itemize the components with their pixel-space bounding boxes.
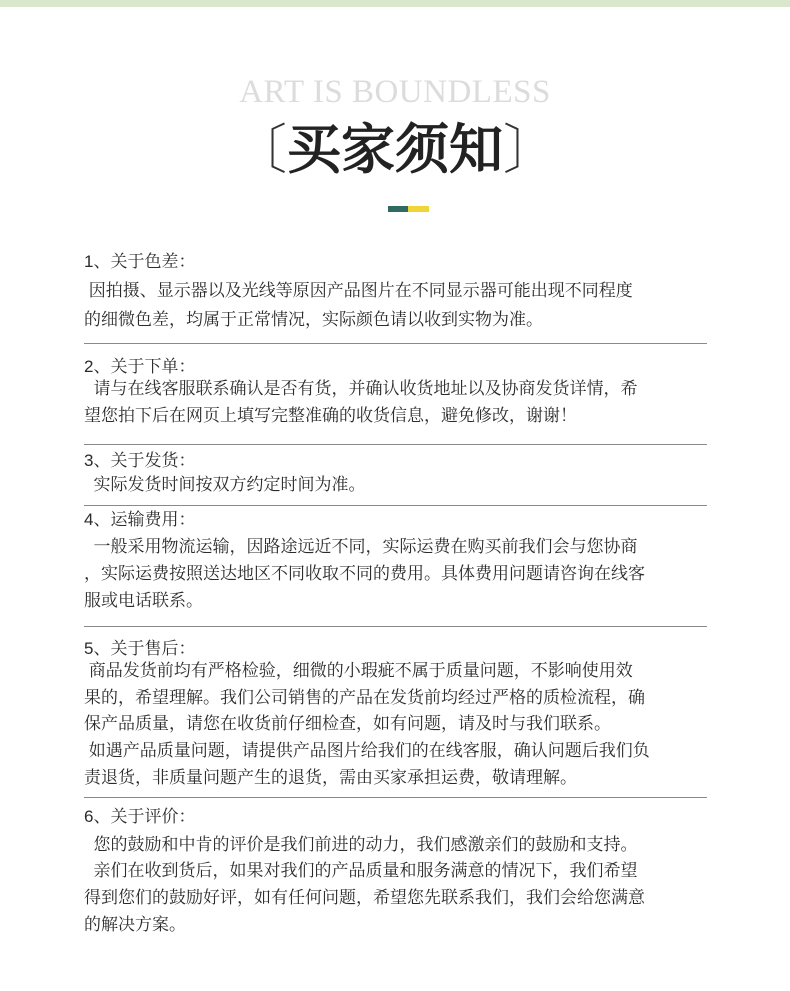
section-text-line: 您的鼓励和中肯的评价是我们前进的动力，我们感激亲们的鼓励和支持。: [84, 835, 638, 854]
bracket-left: 〔: [233, 118, 287, 181]
section-heading: 2、关于下单：: [84, 357, 196, 376]
section-text-line: 得到您们的鼓励好评，如有任何问题，希望您先联系我们，我们会给您满意: [84, 888, 645, 907]
section-text-line: 亲们在收到货后，如果对我们的产品质量和服务满意的情况下，我们希望: [84, 861, 638, 880]
accent-bar-yellow: [408, 206, 429, 212]
section-text-line: 责退货，非质量问题产生的退货，需由买家承担运费，敬请理解。: [84, 768, 577, 787]
section-text-line: ，实际运费按照送达地区不同收取不同的费用。具体费用问题请咨询在线客: [84, 564, 645, 583]
bracket-right: 〕: [503, 118, 557, 181]
subtitle: ART IS BOUNDLESS: [239, 74, 551, 110]
section-divider: [84, 626, 707, 627]
section-divider: [84, 444, 707, 445]
section-divider: [84, 797, 707, 798]
section-heading: 4、运输费用：: [84, 510, 196, 529]
section-text-line: 一般采用物流运输，因路途远近不同，实际运费在购买前我们会与您协商: [84, 537, 638, 556]
title-text: 买家须知: [287, 117, 503, 181]
section-divider: [84, 343, 707, 344]
section-text-line: 如遇产品质量问题，请提供产品图片给我们的在线客服，确认问题后我们负: [84, 741, 650, 760]
section-text-line: 果的，希望理解。我们公司销售的产品在发货前均经过严格的质检流程，确: [84, 688, 645, 707]
top-strip: [0, 0, 790, 7]
section-text-line: 因拍摄、显示器以及光线等原因产品图片在不同显示器可能出现不同程度: [84, 281, 633, 300]
section-text-line: 服或电话联系。: [84, 591, 203, 610]
section-text-line: 商品发货前均有严格检验，细微的小瑕疵不属于质量问题，不影响使用效: [84, 661, 633, 680]
section-text-line: 望您拍下后在网页上填写完整准确的收货信息，避免修改，谢谢！: [84, 406, 577, 425]
section-text-line: 的细微色差，均属于正常情况，实际颜色请以收到实物为准。: [84, 310, 543, 329]
section-heading: 5、关于售后：: [84, 639, 196, 658]
section-text-line: 的解决方案。: [84, 915, 186, 934]
section-divider: [84, 505, 707, 506]
section-text-line: 保产品质量，请您在收货前仔细检查，如有问题，请及时与我们联系。: [84, 714, 611, 733]
section-heading: 6、关于评价：: [84, 807, 196, 826]
accent-bar-teal: [388, 206, 408, 212]
section-heading: 1、关于色差：: [84, 252, 196, 271]
section-text-line: 实际发货时间按双方约定时间为准。: [84, 475, 366, 494]
section-heading: 3、关于发货：: [84, 451, 196, 470]
page-title: [0, 114, 790, 185]
section-text-line: 请与在线客服联系确认是否有货，并确认收货地址以及协商发货详情，希: [84, 379, 638, 398]
